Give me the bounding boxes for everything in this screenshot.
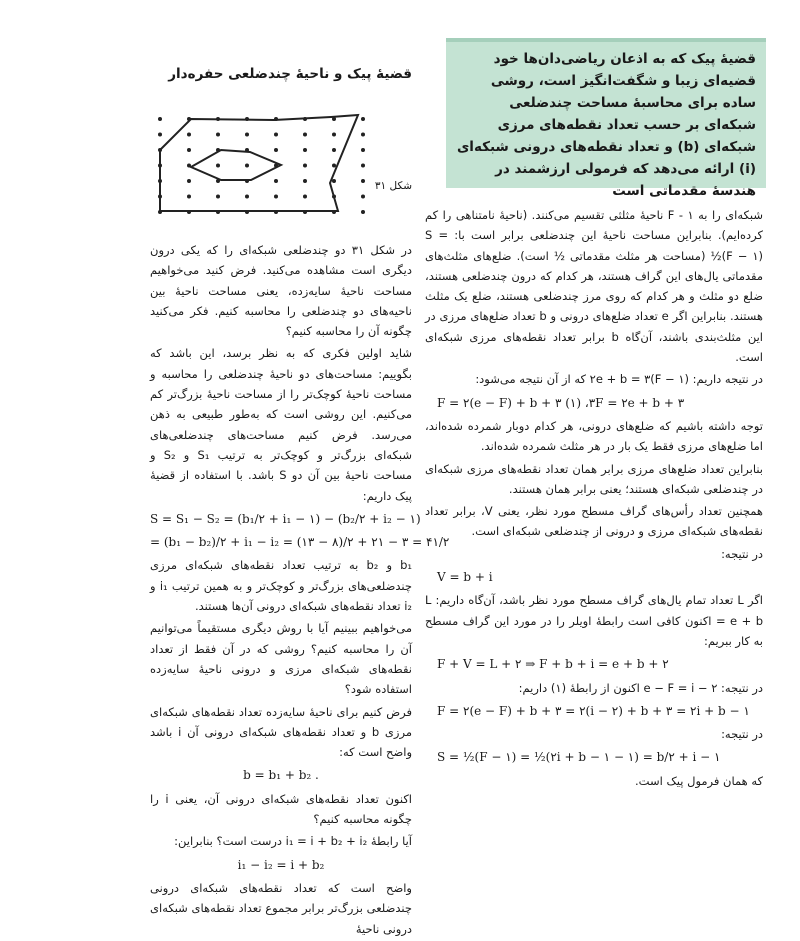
lattice-dot	[187, 179, 191, 183]
equation: V = b + i	[437, 570, 493, 585]
paragraph: اگر L تعداد تمام یال‌های گراف مسطح مورد نظر باشد، آن‌گاه داریم: L = e + b اکنون کافی است رابطهٔ اویلر را در مورد این گراف مسطح به کار ببریم:	[425, 593, 763, 648]
paragraph: که همان فرمول پیک است.	[635, 773, 763, 788]
paragraph: در نتیجه: e − F = i − ۲ اکنون از رابطهٔ (۱) داریم:	[518, 680, 763, 695]
lattice-dot	[274, 133, 278, 137]
intro-box	[446, 38, 766, 199]
paragraph: در نتیجه داریم: ۲e + b = ۳(F − ۱) که از آن نتیجه می‌شود:	[475, 372, 763, 387]
paragraph: در نتیجه:	[721, 727, 763, 742]
lattice-dot	[303, 164, 307, 168]
section-title: قضیهٔ پیک و ناحیهٔ چندضلعی حفره‌دار	[168, 66, 412, 82]
paragraph: شبکه‌ای را به F - ۱ ناحیهٔ مثلثی تقسیم می‌کنند. (ناحیهٔ نامتناهی را کم کرده‌ایم). بنابراین مساحت ناحیهٔ این چندضلعی برابر است با: S = ½(F − ۱) (مساحت هر مثلث مقدماتی ½ است). ضلع‌های مثلث‌های مقدماتی یال‌های این گراف هستند، هر کدام که درون چندضلعی هستند، ضلع دو مثلث و هر کدام که روی مرز چندضلعی هستند، ضلع یک مثلث هستند. بنابراین اگر e تعداد ضلع‌های درونی و b تعداد ضلع‌های مرزی در این مثلث‌بندی باشند، آن‌گاه b برابر تعداد نقطه‌های مرزی شبکه‌ای است.	[425, 208, 764, 365]
lattice-dot	[332, 164, 336, 168]
equation: b = b₁ + b₂ .	[243, 768, 319, 783]
lattice-dot	[361, 164, 365, 168]
figure-label: شکل ۳۱	[374, 180, 412, 192]
lattice-dot	[187, 195, 191, 199]
paragraph: در نتیجه:	[721, 546, 763, 561]
lattice-dot	[216, 164, 220, 168]
lattice-dot	[187, 148, 191, 152]
paragraph: آیا رابطهٔ i₁ = i + b₂ + i₂ درست است؟ بنابراین:	[174, 834, 412, 849]
lattice-dot	[158, 133, 162, 137]
paragraph: اکنون تعداد نقطه‌های شبکه‌ای درونی آن، یعنی i را چگونه محاسبه کنیم؟	[150, 791, 412, 827]
lattice-dot	[332, 148, 336, 152]
paragraph: همچنین تعداد رأس‌های گراف مسطح مورد نظر، یعنی V، برابر تعداد نقطه‌های شبکه‌ای مرزی و درونی از چندضلعی شبکه‌ای است.	[425, 504, 763, 539]
equation: S = S₁ − S₂ = (b₁/۲ + i₁ − ۱) − (b₂/۲ + i₂ − ۱)	[150, 511, 421, 526]
lattice-dot	[332, 133, 336, 137]
lattice-dot	[303, 133, 307, 137]
lattice-dot	[361, 148, 365, 152]
lattice-dot	[332, 179, 336, 183]
lattice-dot	[303, 179, 307, 183]
lattice-dot	[303, 148, 307, 152]
paragraph: فرض کنیم برای ناحیهٔ سایه‌زده تعداد نقطه‌های شبکه‌ای مرزی b و تعداد نقطه‌های شبکه‌ای درونی آن i باشد واضح است که:	[150, 704, 412, 760]
lattice-dot	[361, 179, 365, 183]
equation: i₁ − i₂ = i + b₂	[237, 857, 325, 872]
paragraph: بنابراین تعداد ضلع‌های مرزی برابر همان تعداد نقطه‌های مرزی شبکه‌ای در چندضلعی شبکه‌ای هستند؛ یعنی برابر همان هستند.	[425, 461, 763, 496]
lattice-dot	[274, 179, 278, 183]
paragraph: b₁ و b₂ به ترتیب تعداد نقطه‌های شبکه‌ای مرزی چندضلعی‌های بزرگ‌تر و کوچک‌تر و به همین ترتیب i₁ و i₂ تعداد نقطه‌های شبکه‌ای درونی آن‌ها هستند.	[150, 558, 412, 614]
right-column	[425, 205, 763, 793]
lattice-dot	[245, 164, 249, 168]
paragraph: در شکل ۳۱ دو چندضلعی شبکه‌ای را که یکی درون دیگری است مشاهده می‌کنید. فرض کنید می‌خواهیم مساحت ناحیهٔ سایه‌زده، یعنی مساحت ناحیهٔ بین ناحیه‌های دو چندضلعی را محاسبه کنیم. فکر می‌کنید چگونه آن را محاسبه کنیم؟	[150, 243, 412, 339]
lattice-dot	[303, 195, 307, 199]
inner-polygon	[191, 150, 281, 180]
paragraph: توجه داشته باشیم که ضلع‌های درونی، هر کدام دوبار شمرده شده‌اند، اما ضلع‌های مرزی فقط یک بار در هر مثلث شمرده شده‌اند.	[425, 418, 763, 454]
intro-text: قضیهٔ پیک که به اذعان ریاضی‌دان‌ها خود قضیه‌ای زیبا و شگفت‌انگیز است، روشی ساده برای محاسبهٔ مساحت چندضلعی شبکه‌ای بر حسب تعداد نقطه‌های مرزی شبکه‌ای (b) و تعداد نقطه‌های درونی شبکه‌ای (i) ارائه می‌دهد که فرمولی ارزشمند در هندسهٔ مقدماتی است	[456, 51, 756, 199]
paragraph: شاید اولین فکری که به نظر برسد، این باشد که بگوییم: مساحت‌های دو ناحیهٔ چندضلعی را محاسبه و مساحت ناحیهٔ کوچک‌تر را از مساحت ناحیهٔ بزرگ‌تر کم می‌کنیم. این روشی است که به‌طور طبیعی به ذهن می‌رسد. فرض کنیم مساحت‌های چندضلعی‌های شبکه‌ای بزرگ‌تر و کوچک‌تر به ترتیب S₁ و S₂ و مساحت ناحیهٔ بین آن دو S باشد. با استفاده از قضیهٔ پیک داریم:	[150, 346, 412, 503]
left-column	[150, 240, 450, 941]
lattice-dot	[361, 133, 365, 137]
equation: F = ۲(e − F) + b + ۳ = ۲(i − ۲) + b + ۳ = ۲i + b − ۱	[437, 703, 750, 718]
equation: F + V = L + ۲ ⇒ F + b + i = e + b + ۲	[437, 657, 669, 672]
equation: F = ۲(e − F) + b + ۳ (۱) ،۳F = ۲e + b + ۳	[437, 395, 685, 410]
lattice-dot	[361, 117, 365, 121]
equation: S = ½(F − ۱) = ½(۲i + b − ۱ − ۱) = b/۲ + i − ۱	[437, 750, 721, 765]
lattice-dot	[361, 195, 365, 199]
lattice-dot	[245, 133, 249, 137]
lattice-dot	[274, 195, 278, 199]
lattice-figure	[145, 108, 370, 218]
lattice-dot	[216, 195, 220, 199]
lattice-dot	[361, 210, 365, 214]
equation: = (b₁ − b₂)/۲ + i₁ − i₂ = (۱۳ − ۸)/۲ + ۲۱ − ۳ = ۴۱/۲	[150, 535, 450, 550]
paragraph: واضح است که تعداد نقطه‌های شبکه‌ای درونی چندضلعی بزرگ‌تر برابر مجموع تعداد نقطه‌های شبکه‌ای درونی ناحیهٔ	[150, 880, 412, 936]
paragraph: می‌خواهیم ببینیم آیا با روش دیگری مستقیماً می‌توانیم آن را محاسبه کنیم؟ روشی که در آن فقط از تعداد نقطه‌های شبکه‌ای مرزی و درونی ناحیهٔ سایه‌زده استفاده شود؟	[150, 621, 412, 697]
lattice-dot	[216, 133, 220, 137]
lattice-dot	[187, 133, 191, 137]
lattice-dot	[274, 148, 278, 152]
lattice-dot	[158, 117, 162, 121]
lattice-dot	[245, 195, 249, 199]
